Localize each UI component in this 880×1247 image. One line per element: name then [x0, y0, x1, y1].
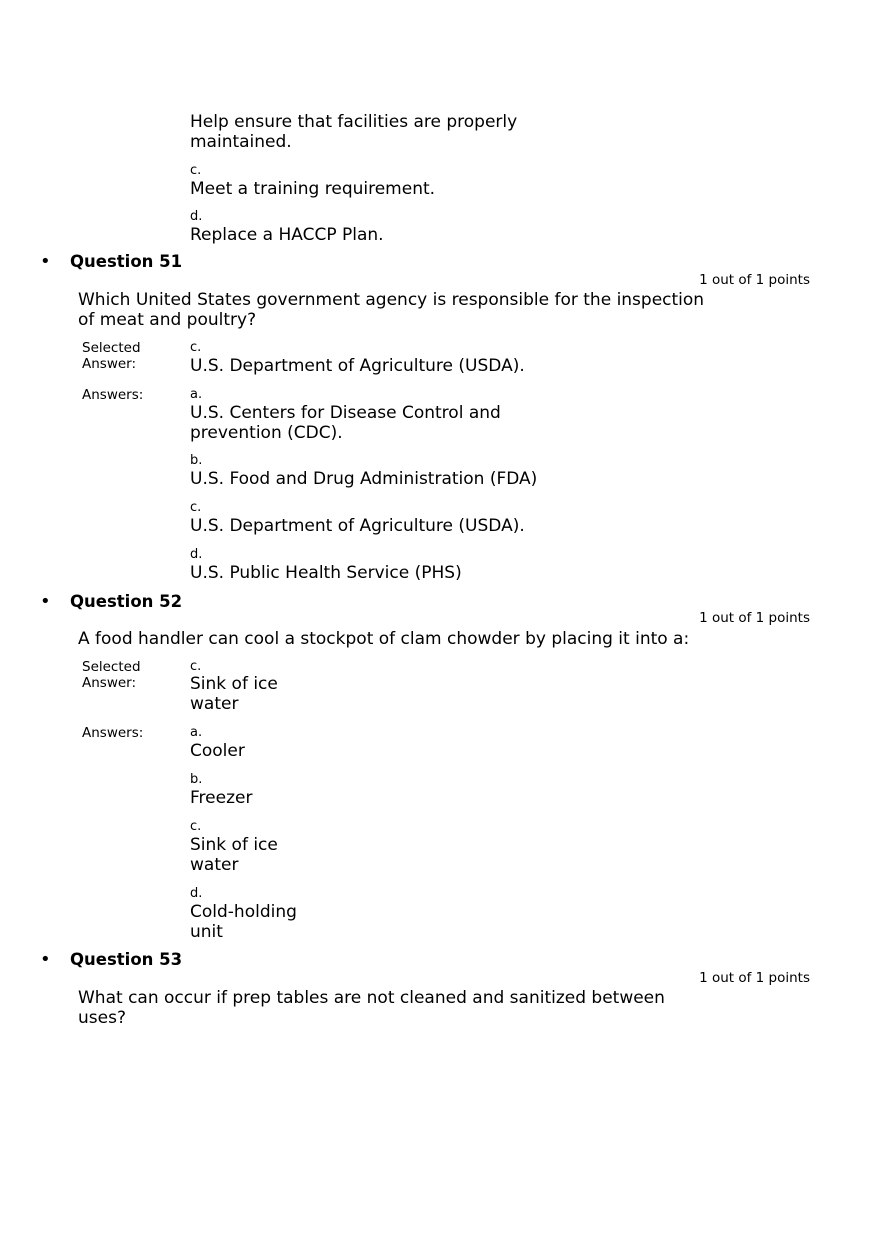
- label-line: Answer:: [82, 356, 137, 372]
- option-text-line: U.S. Centers for Disease Control and: [190, 403, 501, 423]
- q51-option-b-letter: b.: [190, 453, 203, 468]
- question-53-title: Question 53: [70, 950, 183, 969]
- q51-option-a-text: [190, 403, 501, 443]
- option-text-line: water: [190, 855, 239, 875]
- question-51-points: 1 out of 1 points: [699, 272, 810, 288]
- bullet: •: [40, 591, 51, 612]
- q51-option-d-text: U.S. Public Health Service (PHS): [190, 563, 462, 583]
- q52-option-d-letter: d.: [190, 886, 203, 901]
- q52-option-b-letter: b.: [190, 772, 203, 787]
- answers-label: Answers:: [82, 725, 144, 741]
- question-53-points: 1 out of 1 points: [699, 970, 810, 986]
- q52-option-c-text: [190, 835, 278, 875]
- option-text-line: Cold-holding: [190, 902, 297, 922]
- question-text-line: What can occur if prep tables are not cleaned and sanitized between: [78, 988, 665, 1008]
- label-line: Selected: [82, 659, 141, 675]
- label-line: Answer:: [82, 675, 137, 691]
- question-text-line: Which United States government agency is responsible for the inspection: [78, 290, 705, 310]
- question-52-title: Question 52: [70, 592, 183, 611]
- option-text-line: maintained.: [190, 132, 292, 152]
- q52-option-b-text: Freezer: [190, 788, 253, 808]
- prev-option-c-text: Meet a training requirement.: [190, 179, 436, 199]
- q52-selected-letter: c.: [190, 659, 202, 674]
- answers-label: Answers:: [82, 387, 144, 403]
- question-51-text: [78, 290, 704, 330]
- label-line: Selected: [82, 340, 141, 356]
- q51-option-c-text: U.S. Department of Agriculture (USDA).: [190, 516, 525, 536]
- q52-option-a-text: Cooler: [190, 741, 245, 761]
- option-text-line: Sink of ice: [190, 835, 278, 855]
- prev-option-d-letter: d.: [190, 209, 203, 224]
- q52-selected-text: [190, 674, 278, 714]
- bullet: •: [40, 251, 51, 272]
- question-51-title: Question 51: [70, 252, 183, 271]
- option-text-line: Sink of ice: [190, 674, 278, 694]
- prev-option-c-letter: c.: [190, 163, 202, 178]
- q52-option-c-letter: c.: [190, 819, 202, 834]
- selected-answer-label: [82, 340, 141, 372]
- question-53-text: [78, 988, 665, 1028]
- prev-option-d-text: Replace a HACCP Plan.: [190, 225, 384, 245]
- q52-option-a-letter: a.: [190, 725, 203, 740]
- q51-option-c-letter: c.: [190, 500, 202, 515]
- question-text-line: of meat and poultry?: [78, 310, 257, 330]
- bullet: •: [40, 949, 51, 970]
- option-text-line: unit: [190, 922, 223, 942]
- q51-selected-letter: c.: [190, 340, 202, 355]
- prev-option-b-text: [190, 112, 517, 152]
- question-text-line: uses?: [78, 1008, 126, 1028]
- q52-option-d-text: [190, 902, 297, 942]
- q51-option-b-text: U.S. Food and Drug Administration (FDA): [190, 469, 538, 489]
- q51-selected-text: U.S. Department of Agriculture (USDA).: [190, 356, 525, 376]
- option-text-line: prevention (CDC).: [190, 423, 343, 443]
- selected-answer-label: [82, 659, 141, 691]
- option-text-line: water: [190, 694, 239, 714]
- option-text-line: Help ensure that facilities are properly: [190, 112, 518, 132]
- q51-option-d-letter: d.: [190, 547, 203, 562]
- q51-option-a-letter: a.: [190, 387, 203, 402]
- question-52-text: A food handler can cool a stockpot of clam chowder by placing it into a:: [78, 629, 690, 649]
- question-52-points: 1 out of 1 points: [699, 610, 810, 626]
